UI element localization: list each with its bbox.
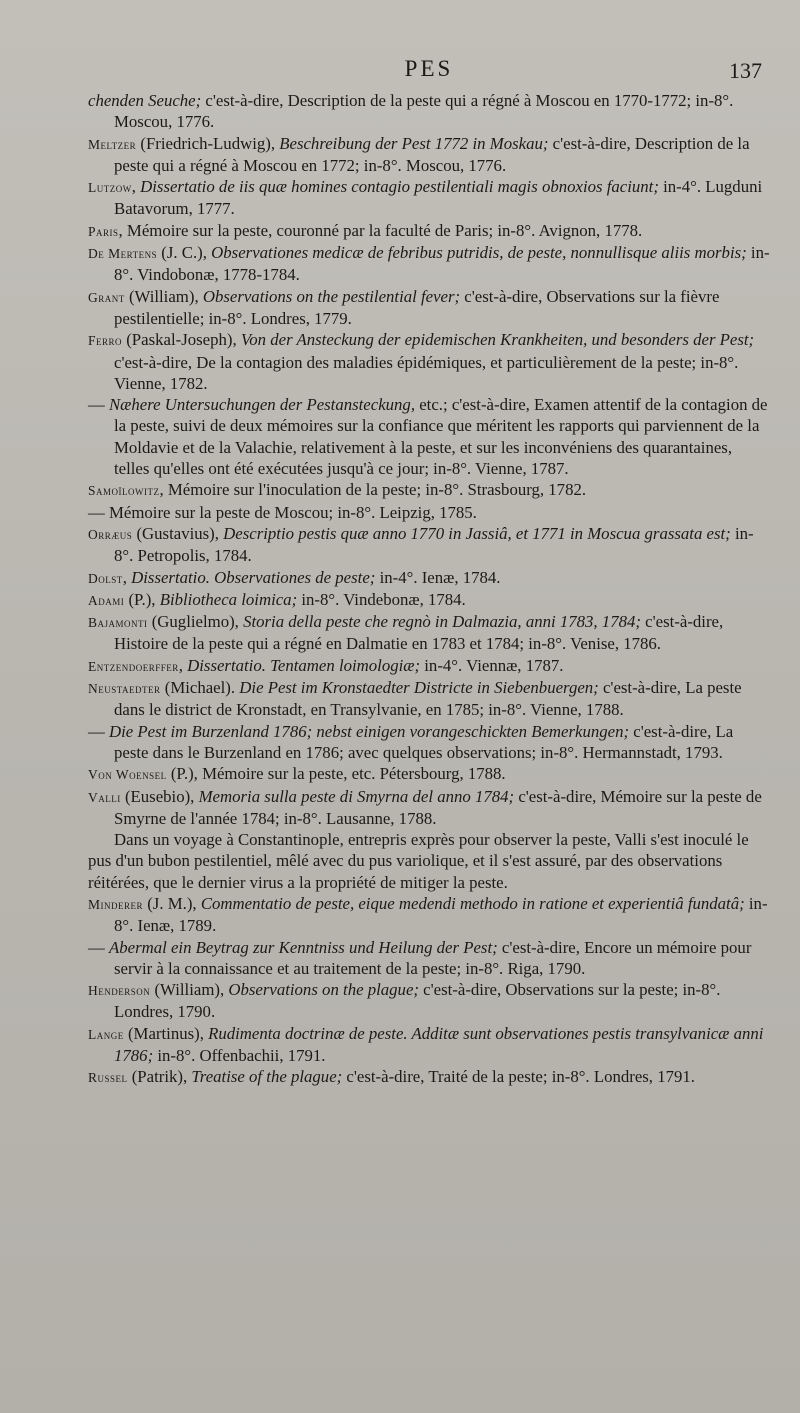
- bibliography-entry: [88, 220, 770, 242]
- entry-details: Mémoire sur la peste, couronné par la faculté de Paris; in-8°. Avignon, 1778.: [126, 220, 643, 240]
- entry-details: c'est-à-dire, La peste dans le Burzenland en 1786; avec quelques observations; in-8°. Hermannstadt, 1793.: [114, 721, 734, 762]
- bibliography-entry: [88, 655, 770, 677]
- entry-details: in-8°. Vindebonæ, 1784.: [297, 589, 466, 609]
- entry-prefix: (J. M.),: [143, 893, 201, 913]
- entry-author: Grant: [88, 289, 125, 305]
- entry-prefix: (Patrik),: [127, 1067, 192, 1087]
- entry-author: Entzendoerffer: [88, 658, 179, 674]
- entry-details: in-8°. Petropolis, 1784.: [114, 523, 754, 566]
- entry-prefix: ,: [118, 220, 127, 240]
- entry-prefix: (Paskal-Joseph),: [122, 330, 241, 350]
- entry-details: c'est-à-dire, Histoire de la peste qui a régné en Dalmatie en 1783 et 1784; in-8°. Venise, 1786.: [114, 612, 724, 654]
- bibliography-entry: [88, 523, 770, 567]
- entry-title: Observations on the pestilential fever;: [202, 286, 461, 306]
- entry-prefix: ,: [122, 567, 132, 587]
- bibliography-entry: [88, 937, 770, 980]
- entry-author: Meltzer: [88, 136, 137, 152]
- bibliography-entry: [88, 611, 770, 655]
- entry-author: De Mertens: [88, 246, 158, 262]
- page-header: [88, 50, 770, 90]
- entry-details: c'est-à-dire, De la contagion des maladies épidémiques, et particulièrement de la peste; in-8°. Vienne, 1782.: [114, 352, 739, 393]
- bibliography-entry: [88, 1066, 770, 1088]
- entry-prefix: ,: [178, 655, 188, 675]
- entry-author: Ferro: [88, 333, 123, 349]
- entry-author: Henderson: [88, 983, 151, 999]
- entry-details: in-4°. Lugduni Batavorum, 1777.: [114, 177, 763, 219]
- entry-prefix: (P.),: [124, 589, 160, 609]
- entry-title: Dissertatio. Observationes de peste;: [131, 567, 376, 587]
- entry-author: Neustaedter: [88, 681, 161, 697]
- bibliography-entry: [88, 1023, 770, 1067]
- bibliography-entry: [88, 979, 770, 1023]
- entry-prefix: —: [88, 937, 109, 957]
- entry-title: Die Pest im Kronstaedter Districte in Siebenbuergen;: [239, 678, 599, 698]
- bibliography-entry: [88, 133, 770, 177]
- entry-title: Rudimenta doctrinæ de peste. Additæ sunt observationes pestis transylvanicæ anni 1786;: [114, 1023, 764, 1066]
- bibliography-entry: [88, 329, 770, 394]
- entry-prefix: (Michael).: [160, 678, 240, 698]
- entry-details: Mémoire sur la peste, etc. Pétersbourg, 1788.: [202, 764, 506, 784]
- bibliography-entry: [88, 502, 770, 523]
- entry-details: in-8°. Ienæ, 1789.: [114, 893, 768, 936]
- entry-details: c'est-à-dire, Encore un mémoire pour servir à la connaissance et au traitement de la peste; in-8°. Riga, 1790.: [114, 937, 752, 978]
- running-head: PES: [404, 56, 454, 81]
- entry-title: Storia della peste che regnò in Dalmazia, anni 1783, 1784;: [243, 612, 641, 632]
- entry-details: c'est-à-dire, Description de la peste qui a régné à Moscou en 1772; in-8°. Moscou, 1776.: [114, 133, 750, 175]
- bibliography-entry: [88, 567, 770, 589]
- entry-prefix: (Martinus),: [123, 1023, 209, 1043]
- bibliography-entry: [88, 242, 770, 286]
- entry-details: Mémoire sur la peste de Moscou; in-8°. Leipzig, 1785.: [108, 502, 477, 522]
- entry-title: Bibliotheca loimica;: [159, 589, 298, 609]
- entry-details: in-8°. Vindobonæ, 1778-1784.: [114, 243, 770, 285]
- entry-author: Lange: [88, 1026, 124, 1042]
- entry-title: Næhere Untersuchungen der Pestansteckung,: [108, 395, 416, 415]
- entry-prefix: ,: [131, 177, 141, 197]
- entry-author: Lutzow: [88, 180, 132, 196]
- bibliography-entry: [88, 479, 770, 501]
- entry-details: in-8°. Offenbachii, 1791.: [153, 1046, 326, 1066]
- entry-details: in-4°. Viennæ, 1787.: [420, 655, 564, 675]
- entry-title: Commentatio de peste, eique medendi methodo in ratione et experientiâ fundatâ;: [200, 893, 745, 913]
- entry-details: in-4°. Ienæ, 1784.: [375, 567, 501, 587]
- entry-title: chenden Seuche;: [88, 91, 202, 110]
- bibliography-entry: [88, 677, 770, 721]
- entry-prefix: —: [88, 395, 109, 415]
- bibliography-entry: [88, 176, 770, 220]
- entry-author: Adami: [88, 592, 125, 608]
- entry-prefix: —: [88, 502, 109, 522]
- entry-prefix: (J. C.),: [157, 243, 212, 263]
- entry-prefix: (Gustavius),: [132, 523, 224, 543]
- bibliography-entry: [88, 589, 770, 611]
- entry-title: Von der Ansteckung der epidemischen Krankheiten, und besonders der Pest;: [240, 330, 755, 350]
- entry-author: Bajamonti: [88, 615, 148, 631]
- entry-title: Observations on the plague;: [228, 980, 419, 1000]
- entry-title: Treatise of the plague;: [191, 1067, 343, 1087]
- entry-title: Dissertatio de iis quæ homines contagio pestilentiali magis obnoxios faciunt;: [140, 177, 659, 197]
- entry-prefix: —: [88, 721, 109, 741]
- entry-title: Dissertatio. Tentamen loimologiæ;: [187, 655, 421, 675]
- entry-title: Abermal ein Beytrag zur Kenntniss und Heilung der Pest;: [108, 937, 498, 957]
- entry-title: Die Pest im Burzenland 1786; nebst einigen vorangeschickten Bemerkungen;: [108, 721, 630, 741]
- entry-author: Von Woensel: [88, 767, 167, 783]
- entry-author: Orræus: [88, 526, 133, 542]
- bibliography-entry: [88, 763, 770, 785]
- entry-details: c'est-à-dire, Description de la peste qui a régné à Moscou en 1770-1772; in-8°. Moscou, 1776.: [114, 91, 734, 132]
- entry-details: c'est-à-dire, Mémoire sur la peste de Smyrne de l'année 1784; in-8°. Lausanne, 1788.: [114, 786, 762, 828]
- entry-details: c'est-à-dire, Observations sur la fièvre pestilentielle; in-8°. Londres, 1779.: [114, 286, 720, 328]
- entry-prefix: (P.),: [166, 764, 203, 784]
- bibliography-list: [88, 90, 770, 1089]
- bibliography-entry: [88, 286, 770, 330]
- entry-title: Descriptio pestis quæ anno 1770 in Jassiâ, et 1771 in Moscua grassata est;: [223, 523, 731, 543]
- bibliography-entry: [88, 721, 770, 764]
- entry-author: Samoïlowitz: [88, 483, 160, 499]
- entry-prefix: (Eusebio),: [120, 786, 199, 806]
- entry-details: Mémoire sur l'inoculation de la peste; in-8°. Strasbourg, 1782.: [167, 480, 587, 500]
- entry-details: c'est-à-dire, La peste dans le district de Kronstadt, en Transylvanie, en 1785; in-8°. Vienne, 1788.: [114, 678, 742, 720]
- entry-author: Paris: [88, 223, 119, 239]
- entry-title: Beschreibung der Pest 1772 in Moskau;: [279, 133, 549, 153]
- entry-title: Observationes medicæ de febribus putridis, de peste, nonnullisque aliis morbis;: [211, 243, 747, 263]
- bibliography-entry: [88, 893, 770, 937]
- entry-details: c'est-à-dire, Observations sur la peste; in-8°. Londres, 1790.: [114, 980, 721, 1022]
- entry-prefix: (Friedrich-Ludwig),: [136, 133, 280, 153]
- bibliography-entry: [88, 394, 770, 479]
- entry-details: Dans un voyage à Constantinople, entrepris exprès pour observer la peste, Valli s'est inoculé le pus d'un bubon pestilentiel, mêlé avec du pus variolique, et il s'est assuré, par des observations réitérées, que le dernier virus a la propriété de mitiger la peste.: [88, 830, 749, 892]
- entry-author: Minderer: [88, 896, 144, 912]
- bibliography-entry: [88, 90, 770, 133]
- note-paragraph: [88, 829, 770, 893]
- entry-prefix: (William),: [150, 980, 229, 1000]
- page-number: 137: [729, 58, 762, 83]
- entry-author: Valli: [88, 789, 121, 805]
- entry-author: Russel: [88, 1070, 128, 1086]
- entry-author: Dolst: [88, 570, 123, 586]
- entry-details: etc.; c'est-à-dire, Examen attentif de la contagion de la peste, suivi de deux mémoires sur la confiance que méritent les rapports qui parviennent de la Moldavie et de la Valachie, relativement à la peste, et sur les inconvéniens des quarantaines, telles qu'elles ont été exécutées jusqu'à ce jour; in-8°. Vienne, 1787.: [114, 395, 768, 479]
- bibliography-entry: [88, 786, 770, 830]
- entry-prefix: ,: [159, 480, 168, 500]
- entry-prefix: (Guglielmo),: [147, 612, 244, 632]
- entry-details: c'est-à-dire, Traité de la peste; in-8°. Londres, 1791.: [342, 1067, 695, 1087]
- entry-title: Memoria sulla peste di Smyrna del anno 1784;: [198, 786, 515, 806]
- entry-prefix: (William),: [124, 286, 203, 306]
